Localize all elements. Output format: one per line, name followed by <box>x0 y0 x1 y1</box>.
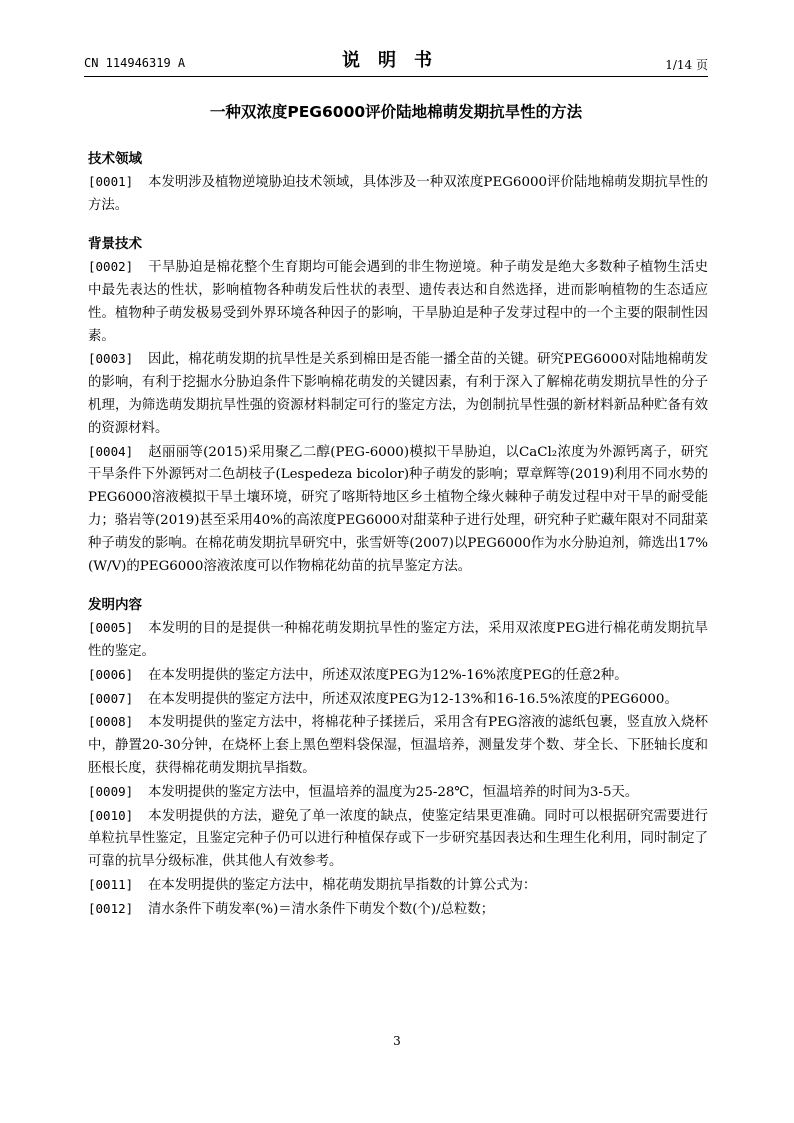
paragraph-number: [0006] <box>88 666 134 682</box>
paragraph-text: 本发明提供的鉴定方法中，恒温培养的温度为25-28℃，恒温培养的时间为3-5天。 <box>148 784 639 800</box>
page-number: 3 <box>393 1034 401 1048</box>
section-heading-background: 背景技术 <box>88 236 142 253</box>
paragraph <box>88 898 708 922</box>
paragraph-number: [0010] <box>88 807 134 823</box>
paragraph-text: 本发明涉及植物逆境胁迫技术领域，具体涉及一种双浓度PEG6000评价陆地棉萌发期抗旱性的方法。 <box>88 174 708 213</box>
page-count: 1/14 页 <box>665 58 708 72</box>
document-body <box>88 148 708 922</box>
section-heading-invention: 发明内容 <box>88 597 142 614</box>
publication-number: CN 114946319 A <box>84 56 186 70</box>
paragraph-text: 因此，棉花萌发期的抗旱性是关系到棉田是否能一播全苗的关键。研究PEG6000对陆地棉萌发的影响，有利于挖掘水分胁迫条件下影响棉花萌发的关键因素，有利于深入了解棉花萌发期抗旱性的分子机理，为筛选萌发期抗旱性强的资源材料制定可行的鉴定方法，为创制抗旱性强的新材料新品种贮备有效的资源材料。 <box>88 352 708 436</box>
paragraph-text: 在本发明提供的鉴定方法中，棉花萌发期抗旱指数的计算公式为： <box>148 877 537 893</box>
paragraph-number: [0002] <box>88 259 134 275</box>
paragraph-text: 干旱胁迫是棉花整个生育期均可能会遇到的非生物逆境。种子萌发是绝大多数种子植物生活史中最先表达的性状，影响植物各种萌发后性状的表型、遗传表达和自然选择，进而影响植物的生态适应性。植物种子萌发极易受到外界环境各种因子的影响，干旱胁迫是种子发芽过程中的一个主要的限制性因素。 <box>88 260 708 344</box>
paragraph-number: [0005] <box>88 620 134 636</box>
document-type-title: 说明书 <box>342 50 450 71</box>
paragraph-text: 本发明的目的是提供一种棉花萌发期抗旱性的鉴定方法，采用双浓度PEG进行棉花萌发期抗旱性的鉴定。 <box>88 621 708 659</box>
paragraph <box>88 711 708 780</box>
paragraph-number: [0003] <box>88 351 134 367</box>
paragraph-number: [0004] <box>88 443 134 459</box>
paragraph <box>88 256 708 348</box>
section-heading-field: 技术领域 <box>88 151 142 167</box>
paragraph-number: [0001] <box>88 173 134 189</box>
paragraph-number: [0009] <box>88 783 134 799</box>
paragraph-text: 赵丽丽等(2015)采用聚乙二醇(PEG-6000)模拟干旱胁迫，以CaCl₂浓度为外源钙离子，研究干旱条件下外源钙对二色胡枝子(Lespedeza bicolor)种子萌发的影响；覃章辉等(2019)利用不同水势的PEG6000溶液模拟干旱土壤环境，研究了喀斯特地区乡土植物仝缘火棘种子萌发过程中对干旱的耐受能力；骆岩等(2019)甚至采用40%的高浓度PEG6000对甜菜种子进行处理，研究种子贮藏年限对不同甜菜种子萌发的影响。在棉花萌发期抗旱研究中，张雪妍等(2007)以PEG6000作为水分胁迫剂，筛选出17%(W/V)的PEG6000溶液浓度可以作物棉花幼苗的抗旱鉴定方法。 <box>88 444 709 574</box>
paragraph <box>88 805 708 874</box>
paragraph-number: [0007] <box>88 690 134 706</box>
paragraph-text: 在本发明提供的鉴定方法中，所述双浓度PEG为12-13%和16-16.5%浓度的PEG6000。 <box>148 691 678 707</box>
patent-title: 一种双浓度PEG6000评价陆地棉萌发期抗旱性的方法 <box>209 103 583 121</box>
paragraph-text: 在本发明提供的鉴定方法中，所述双浓度PEG为12%-16%浓度PEG的任意2种。 <box>148 667 628 683</box>
paragraph-number: [0011] <box>88 876 134 892</box>
paragraph <box>88 664 708 688</box>
page-header <box>84 44 708 77</box>
paragraph-number: [0008] <box>88 714 134 730</box>
paragraph <box>88 171 708 218</box>
paragraph <box>88 348 708 440</box>
paragraph-text: 清水条件下萌发率(%)＝清水条件下萌发个数(个)/总粒数； <box>148 901 495 917</box>
paragraph-text: 本发明提供的鉴定方法中，将棉花种子揉搓后，采用含有PEG溶液的滤纸包裹，竖直放入烧杯中，静置20-30分钟，在烧杯上套上黑色塑料袋保湿，恒温培养，测量发芽个数、芽全长、下胚轴长度和胚根长度，获得棉花萌发期抗旱指数。 <box>88 715 708 776</box>
paragraph <box>88 688 708 712</box>
paragraph <box>88 781 708 805</box>
paragraph-text: 本发明提供的方法，避免了单一浓度的缺点，使鉴定结果更准确。同时可以根据研究需要进行单粒抗旱性鉴定，且鉴定完种子仍可以进行种植保存或下一步研究基因表达和生理生化利用，同时制定了可靠的抗旱分级标准，供其他人有效参考。 <box>88 808 708 870</box>
paragraph-number: [0012] <box>88 900 134 916</box>
paragraph <box>88 874 708 898</box>
paragraph <box>88 441 708 579</box>
paragraph <box>88 617 708 664</box>
